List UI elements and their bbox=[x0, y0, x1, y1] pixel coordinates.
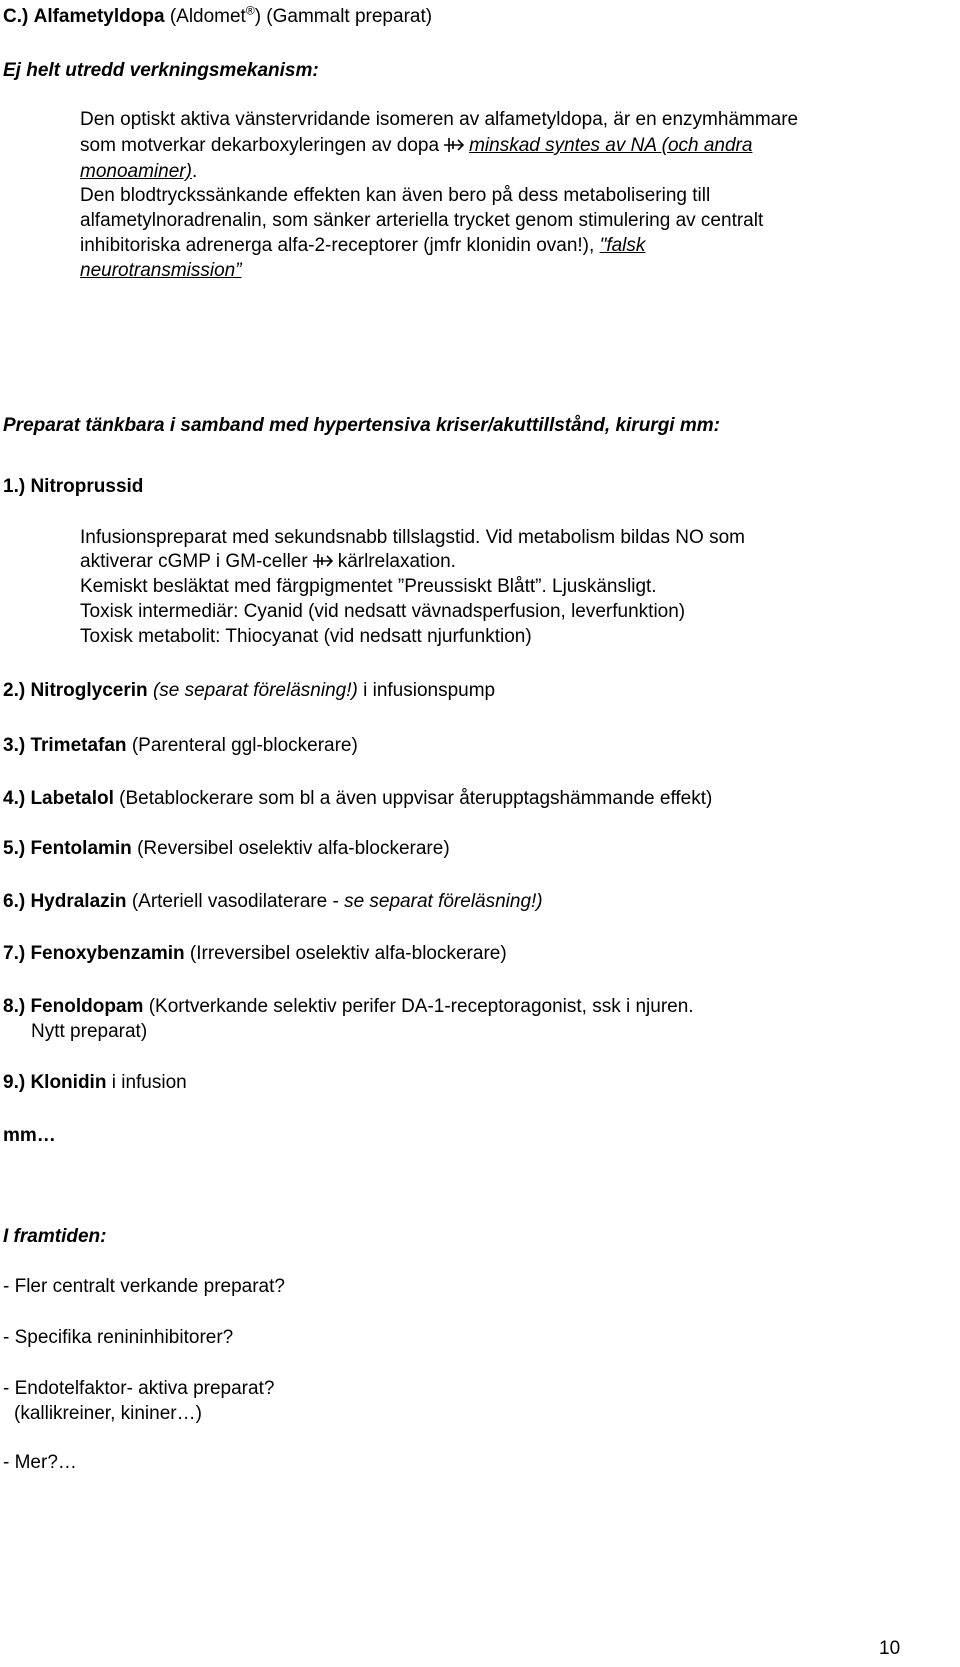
drug-detail-line: Toxisk intermediär: Cyanid (vid nedsatt vävnadsperfusion, leverfunktion) bbox=[80, 601, 686, 622]
drug-note-italic: se separat föreläsning!) bbox=[344, 891, 543, 912]
brand-open: (Aldomet bbox=[169, 6, 246, 27]
section-number: C.) bbox=[3, 6, 29, 27]
drug-detail-text: kärlrelaxation. bbox=[337, 551, 456, 572]
section-heading bbox=[3, 4, 432, 29]
future-heading: I framtiden: bbox=[3, 1226, 107, 1247]
paragraph-line bbox=[80, 233, 645, 258]
paragraph-line bbox=[80, 159, 197, 184]
future-item: - Endotelfaktor- aktiva preparat? bbox=[3, 1378, 275, 1399]
drug-label: 3.) Trimetafan bbox=[3, 735, 127, 756]
drug-label: 4.) Labetalol bbox=[3, 788, 114, 809]
future-item: - Mer?… bbox=[3, 1452, 77, 1473]
paragraph-line: neurotransmission” bbox=[80, 260, 242, 281]
paragraph-italic: "falsk bbox=[599, 235, 646, 256]
drug-detail-line: Toxisk metabolit: Thiocyanat (vid nedsatt njurfunktion) bbox=[80, 626, 532, 647]
paragraph-text: . bbox=[191, 161, 198, 182]
drug-detail-text: aktiverar cGMP i GM-celler bbox=[80, 551, 308, 572]
drug-note: (Betablockerare som bl a även uppvisar återupptagshämmande effekt) bbox=[119, 788, 713, 809]
paragraph-line: Den optiskt aktiva vänstervridande isomeren av alfametyldopa, är en enzymhämmare bbox=[80, 109, 799, 130]
crisis-heading: Preparat tänkbara i samband med hypertensiva kriser/akuttillstånd, kirurgi mm: bbox=[3, 415, 720, 436]
registered-mark: ® bbox=[245, 3, 255, 18]
paragraph-line: Den blodtryckssänkande effekten kan även bero på dess metabolisering till bbox=[80, 185, 711, 206]
drug-name: Alfametyldopa bbox=[33, 6, 165, 27]
leads-to-arrow-icon bbox=[443, 136, 465, 154]
drug-note: i infusionspump bbox=[363, 680, 496, 701]
paragraph-italic: minskad syntes av NA (och andra bbox=[469, 135, 753, 156]
drug-item bbox=[3, 994, 694, 1019]
future-item-continued: (kallikreiner, kininer…) bbox=[14, 1403, 202, 1424]
drug-item bbox=[3, 678, 495, 703]
drug-item bbox=[3, 1070, 187, 1095]
drug-label: 9.) Klonidin bbox=[3, 1072, 107, 1093]
paragraph-line: alfametylnoradrenalin, som sänker arteriella trycket genom stimulering av centralt bbox=[80, 210, 764, 231]
mechanism-heading: Ej helt utredd verkningsmekanism: bbox=[3, 60, 319, 81]
drug-note: (Reversibel oselektiv alfa-blockerare) bbox=[137, 838, 450, 859]
drug-item bbox=[3, 889, 543, 914]
drug-detail-line: Kemiskt besläktat med färgpigmentet ”Preussiskt Blått”. Ljuskänsligt. bbox=[80, 576, 657, 597]
drug-note: (Kortverkande selektiv perifer DA-1-receptoragonist, ssk i njuren. bbox=[148, 996, 694, 1017]
leads-to-arrow-icon bbox=[312, 552, 334, 570]
mm-ellipsis: mm… bbox=[3, 1125, 56, 1146]
drug-detail-line bbox=[80, 549, 456, 574]
page-number: 10 bbox=[879, 1638, 901, 1659]
paragraph-text: inhibitoriska adrenerga alfa-2-receptorer (jmfr klonidin ovan!), bbox=[80, 235, 595, 256]
paragraph-italic: monoaminer) bbox=[80, 161, 192, 182]
drug-note-italic: (se separat föreläsning!) bbox=[152, 680, 358, 701]
drug-label: 6.) Hydralazin bbox=[3, 891, 127, 912]
drug-note: i infusion bbox=[111, 1072, 187, 1093]
drug-label: 5.) Fentolamin bbox=[3, 838, 132, 859]
drug-label: 8.) Fenoldopam bbox=[3, 996, 144, 1017]
paragraph-text: som motverkar dekarboxyleringen av dopa bbox=[80, 135, 440, 156]
drug-label: 7.) Fenoxybenzamin bbox=[3, 943, 185, 964]
brand-close: ) bbox=[254, 6, 262, 27]
drug-detail-line: Infusionspreparat med sekundsnabb tillslagstid. Vid metabolism bildas NO som bbox=[80, 527, 745, 548]
drug-item bbox=[3, 786, 712, 811]
drug-item bbox=[3, 836, 450, 861]
paragraph-line bbox=[80, 133, 752, 158]
drug-item bbox=[3, 733, 358, 758]
drug-note: (Irreversibel oselektiv alfa-blockerare) bbox=[189, 943, 507, 964]
drug-note: (Parenteral ggl-blockerare) bbox=[131, 735, 358, 756]
section-note: (Gammalt preparat) bbox=[266, 6, 433, 27]
future-item: - Fler centralt verkande preparat? bbox=[3, 1276, 285, 1297]
drug-note: (Arteriell vasodilaterare - bbox=[131, 891, 339, 912]
drug-label: 2.) Nitroglycerin bbox=[3, 680, 148, 701]
drug-note-continued: Nytt preparat) bbox=[31, 1021, 148, 1042]
future-item: - Specifika renininhibitorer? bbox=[3, 1327, 234, 1348]
drug-label: 1.) Nitroprussid bbox=[3, 476, 144, 497]
drug-item bbox=[3, 941, 507, 966]
